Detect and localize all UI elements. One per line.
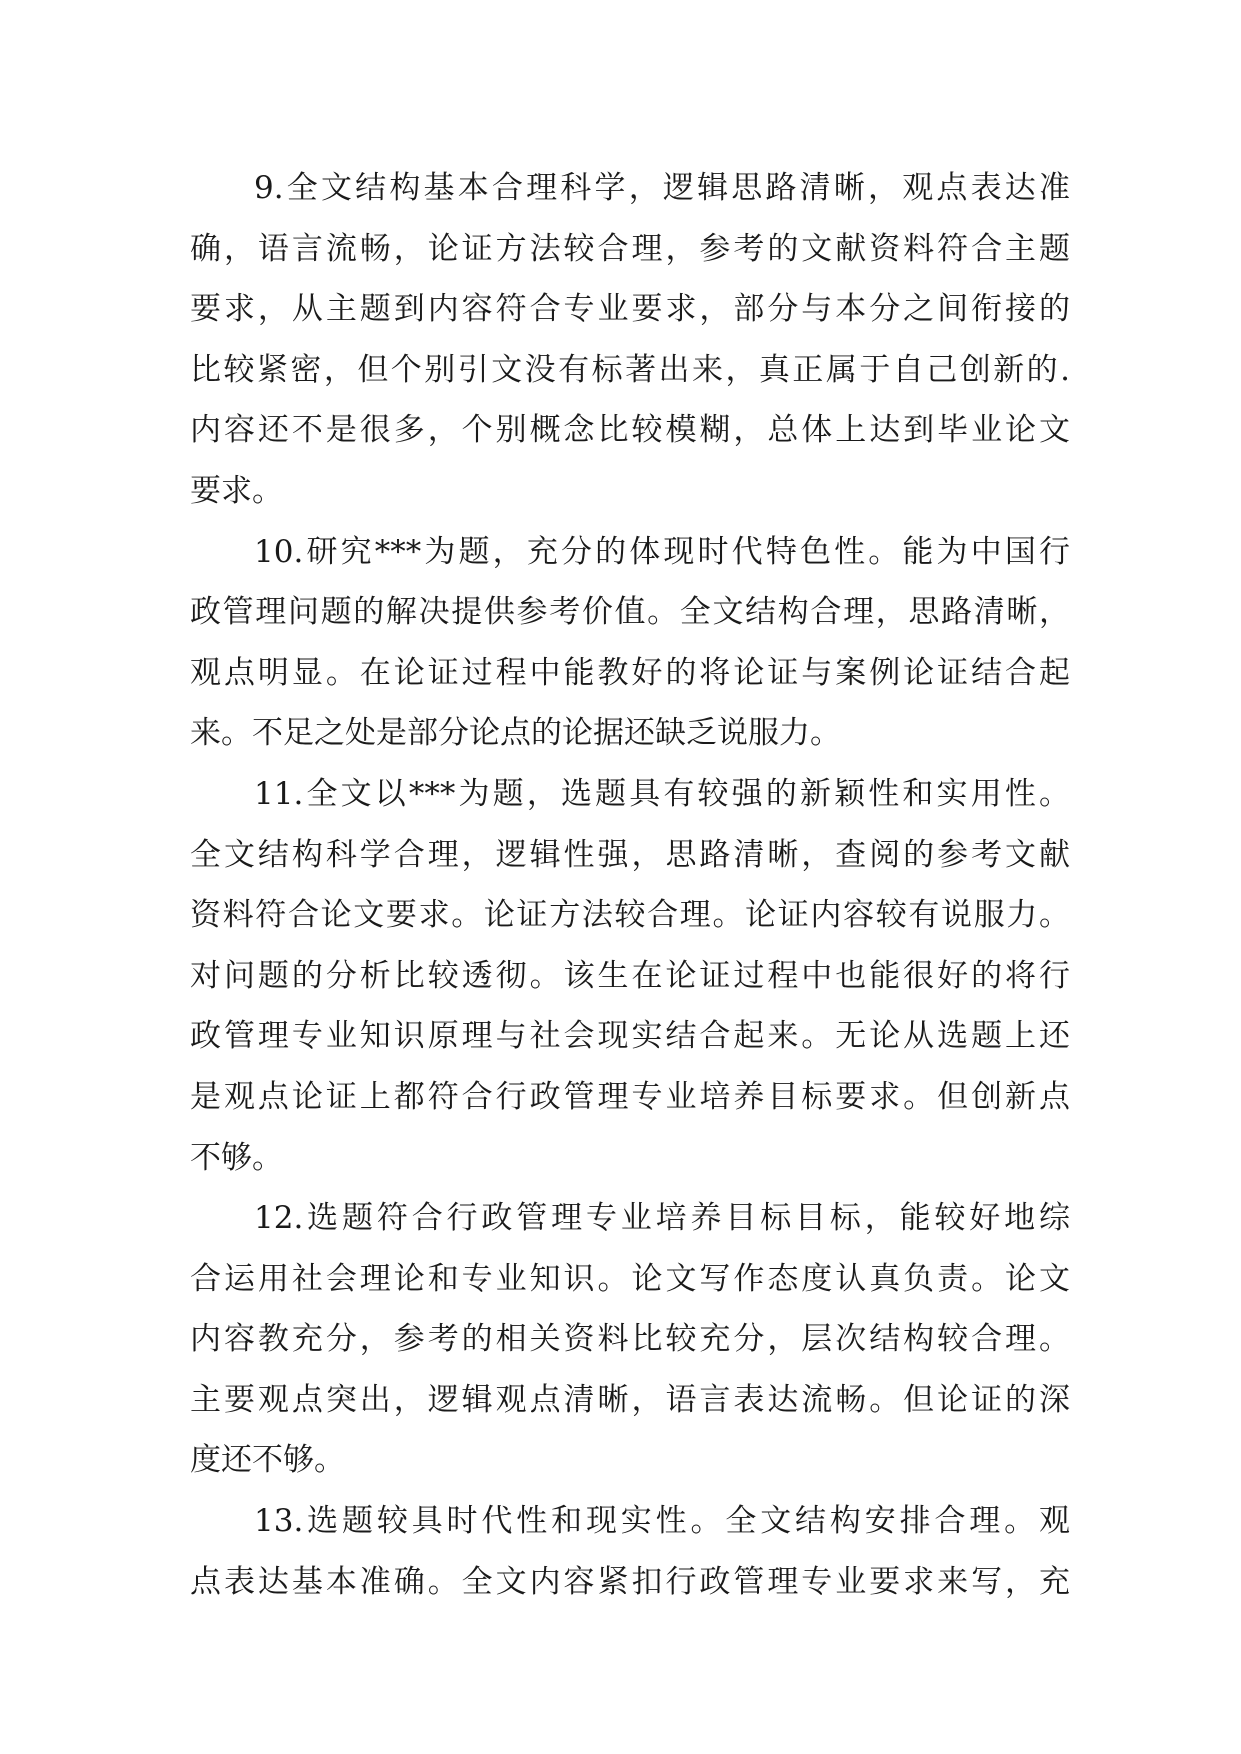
text-line: 全文结构科学合理，逻辑性强，思路清晰，查阅的参考文献 xyxy=(190,836,1070,873)
text-line: 政管理专业知识原理与社会现实结合起来。无论从选题上还 xyxy=(190,1018,1070,1055)
text-line: 点表达基本准确。全文内容紧扣行政管理专业要求来写，充 xyxy=(190,1563,1070,1600)
text-line: 内容还不是很多，个别概念比较模糊，总体上达到毕业论文 xyxy=(190,412,1070,449)
text-line: 度还不够。 xyxy=(190,1442,345,1479)
text-line: 主要观点突出，逻辑观点清晰，语言表达流畅。但论证的深 xyxy=(190,1381,1070,1418)
text-line: 合运用社会理论和专业知识。论文写作态度认真负责。论文 xyxy=(190,1260,1070,1297)
text-line: 不够。 xyxy=(190,1139,283,1176)
text-line: 13.选题较具时代性和现实性。全文结构安排合理。观 xyxy=(254,1503,1070,1540)
text-line: 是观点论证上都符合行政管理专业培养目标要求。但创新点 xyxy=(190,1078,1070,1115)
text-line: 9.全文结构基本合理科学，逻辑思路清晰，观点表达准 xyxy=(254,170,1070,206)
text-line: 11.全文以***为题，选题具有较强的新颖性和实用性。 xyxy=(254,775,1070,812)
text-line: 10.研究***为题，充分的体现时代特色性。能为中国行 xyxy=(254,533,1070,570)
text-line: 比较紧密，但个别引文没有标著出来，真正属于自己创新的. xyxy=(190,351,1070,388)
text-line: 对问题的分析比较透彻。该生在论证过程中也能很好的将行 xyxy=(190,957,1070,994)
text-line: 政管理问题的解决提供参考价值。全文结构合理，思路清晰， xyxy=(190,594,1070,631)
text-line: 确，语言流畅，论证方法较合理，参考的文献资料符合主题 xyxy=(190,230,1070,267)
text-line: 观点明显。在论证过程中能教好的将论证与案例论证结合起 xyxy=(190,654,1070,691)
text-line: 要求。 xyxy=(190,472,283,509)
text-line: 资料符合论文要求。论证方法较合理。论证内容较有说服力。 xyxy=(190,897,1070,934)
text-line: 12.选题符合行政管理专业培养目标目标，能较好地综 xyxy=(254,1200,1070,1237)
text-line: 来。不足之处是部分论点的论据还缺乏说服力。 xyxy=(190,715,841,752)
text-line: 内容教充分，参考的相关资料比较充分，层次结构较合理。 xyxy=(190,1321,1070,1358)
document-body xyxy=(190,158,1070,1612)
text-line: 要求，从主题到内容符合专业要求，部分与本分之间衔接的 xyxy=(190,291,1070,328)
